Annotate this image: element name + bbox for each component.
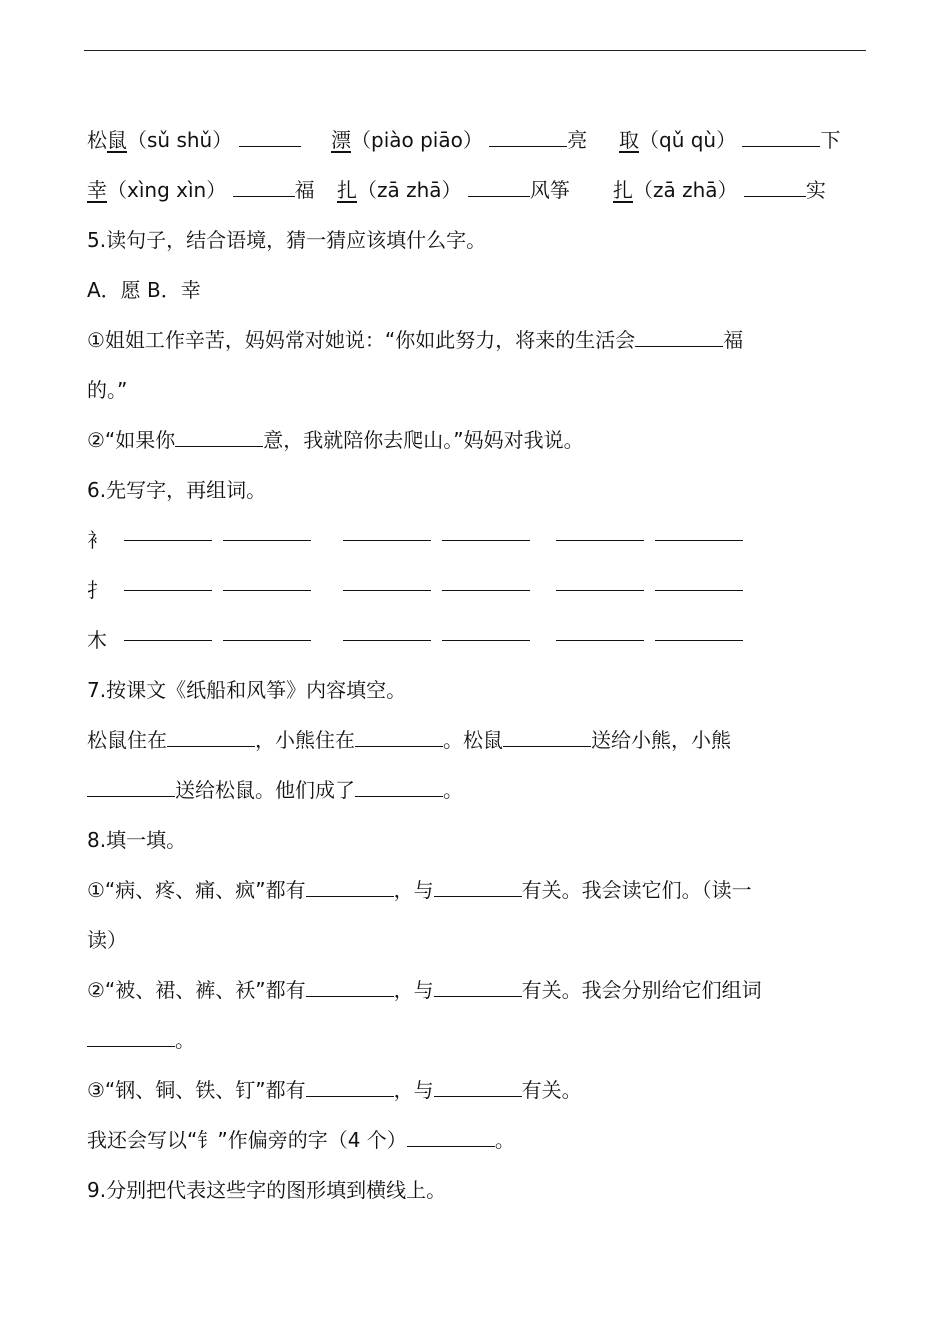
radical: 木 xyxy=(87,628,107,652)
word-suffix: 风筝 xyxy=(529,178,570,202)
header-rule xyxy=(84,50,866,51)
word-suffix: 实 xyxy=(805,178,826,202)
pinyin-options: （zā zhā） xyxy=(357,178,462,202)
q4-row-1-item-2 xyxy=(331,126,587,154)
answer-blank[interactable] xyxy=(442,540,530,541)
answer-blank[interactable] xyxy=(468,176,530,197)
sentence-text: 意，我就陪你去爬山。”妈妈对我说。 xyxy=(263,428,584,452)
sentence-text: 。 xyxy=(175,1028,195,1052)
word-suffix: 福 xyxy=(294,178,315,202)
underlined-char: 扎 xyxy=(613,178,633,202)
answer-blank[interactable] xyxy=(442,640,530,641)
q8-sentence-1-cont: 读） xyxy=(87,928,127,952)
answer-blank[interactable] xyxy=(239,126,301,147)
q6-row-3 xyxy=(87,626,787,654)
underlined-char: 幸 xyxy=(87,178,107,202)
q5-sentence-1 xyxy=(87,326,743,354)
answer-blank[interactable] xyxy=(223,640,311,641)
answer-blank[interactable] xyxy=(306,876,394,897)
answer-blank[interactable] xyxy=(407,1126,495,1147)
answer-blank[interactable] xyxy=(124,590,212,591)
sentence-text: ，与 xyxy=(393,978,434,1002)
answer-blank[interactable] xyxy=(124,640,212,641)
sentence-text: 有关。我会读它们。（读一 xyxy=(521,878,752,902)
q6-row-2 xyxy=(87,576,787,604)
answer-blank[interactable] xyxy=(442,590,530,591)
q5-title: 5.读句子，结合语境，猜一猜应该填什么字。 xyxy=(87,228,487,252)
answer-blank[interactable] xyxy=(655,590,743,591)
answer-blank[interactable] xyxy=(489,126,567,147)
q4-row-1 xyxy=(87,126,301,154)
sentence-text: 。松鼠 xyxy=(443,728,503,752)
answer-blank[interactable] xyxy=(124,540,212,541)
sentence-text: ，小熊住在 xyxy=(255,728,355,752)
radical: 衤 xyxy=(87,528,107,552)
word-suffix: 下 xyxy=(820,128,841,152)
answer-blank[interactable] xyxy=(556,590,644,591)
word-suffix: 亮 xyxy=(567,128,588,152)
answer-blank[interactable] xyxy=(233,176,295,197)
q5-sentence-1-cont: 的。” xyxy=(87,378,128,402)
answer-blank[interactable] xyxy=(343,590,431,591)
sentence-text: ①姐姐工作辛苦，妈妈常对她说：“你如此努力，将来的生活会 xyxy=(87,328,636,352)
answer-blank[interactable] xyxy=(556,540,644,541)
sentence-text: 有关。 xyxy=(521,1078,582,1102)
answer-blank[interactable] xyxy=(655,640,743,641)
answer-blank[interactable] xyxy=(635,326,723,347)
answer-blank[interactable] xyxy=(87,776,175,797)
q8-sentence-2-cont xyxy=(87,1026,195,1054)
q4-row-2-item-2 xyxy=(337,176,570,204)
answer-blank[interactable] xyxy=(355,726,443,747)
sentence-text: 。 xyxy=(494,1128,515,1152)
sentence-text: ②“如果你 xyxy=(87,428,176,452)
sentence-text: ，与 xyxy=(393,878,434,902)
q8-sentence-2 xyxy=(87,976,762,1004)
answer-blank[interactable] xyxy=(434,976,522,997)
pinyin-options: （sǔ shǔ） xyxy=(127,128,233,152)
answer-blank[interactable] xyxy=(556,640,644,641)
sentence-text: 我还会写以“钅”作偏旁的字（4 个） xyxy=(87,1128,407,1152)
q7-line-1 xyxy=(87,726,731,754)
underlined-char: 扎 xyxy=(337,178,357,202)
pinyin-options: （xìng xìn） xyxy=(107,178,227,202)
answer-blank[interactable] xyxy=(223,540,311,541)
q4-row-1-item-3 xyxy=(619,126,840,154)
q8-sentence-1 xyxy=(87,876,752,904)
sentence-text: 福 xyxy=(723,328,744,352)
answer-blank[interactable] xyxy=(343,640,431,641)
q7-title: 7.按课文《纸船和风筝》内容填空。 xyxy=(87,678,407,702)
pinyin-options: （zā zhā） xyxy=(633,178,738,202)
char: 松 xyxy=(87,128,107,152)
answer-blank[interactable] xyxy=(87,1026,175,1047)
answer-blank[interactable] xyxy=(744,176,806,197)
answer-blank[interactable] xyxy=(223,590,311,591)
answer-blank[interactable] xyxy=(306,1076,394,1097)
q8-title: 8.填一填。 xyxy=(87,828,187,852)
q7-line-2 xyxy=(87,776,463,804)
answer-blank[interactable] xyxy=(306,976,394,997)
sentence-text: ，与 xyxy=(393,1078,434,1102)
answer-blank[interactable] xyxy=(742,126,820,147)
q8-sentence-3 xyxy=(87,1076,582,1104)
q4-row-2-item-3 xyxy=(613,176,826,204)
answer-blank[interactable] xyxy=(655,540,743,541)
q5-sentence-2 xyxy=(87,426,584,454)
underlined-char: 鼠 xyxy=(107,128,127,152)
underlined-char: 漂 xyxy=(331,128,351,152)
sentence-text: ③“钢、铜、铁、钉”都有 xyxy=(87,1078,306,1102)
answer-blank[interactable] xyxy=(434,1076,522,1097)
q6-title: 6.先写字，再组词。 xyxy=(87,478,267,502)
answer-blank[interactable] xyxy=(343,540,431,541)
answer-blank[interactable] xyxy=(167,726,255,747)
pinyin-options: （piào piāo） xyxy=(351,128,483,152)
answer-blank[interactable] xyxy=(434,876,522,897)
answer-blank[interactable] xyxy=(355,776,443,797)
q6-row-1 xyxy=(87,526,787,554)
q5-options: A．愿 B．幸 xyxy=(87,278,201,302)
pinyin-options: （qǔ qù） xyxy=(639,128,737,152)
q9-title: 9.分别把代表这些字的图形填到横线上。 xyxy=(87,1178,447,1202)
radical: 扌 xyxy=(87,578,107,602)
sentence-text: 送给小熊，小熊 xyxy=(591,728,731,752)
sentence-text: ①“病、疼、痛、疯”都有 xyxy=(87,878,306,902)
answer-blank[interactable] xyxy=(503,726,591,747)
q8-sentence-4 xyxy=(87,1126,515,1154)
underlined-char: 取 xyxy=(619,128,639,152)
sentence-text: 有关。我会分别给它们组词 xyxy=(521,978,762,1002)
answer-blank[interactable] xyxy=(175,426,263,447)
sentence-text: 送给松鼠。他们成了 xyxy=(175,778,355,802)
sentence-text: 。 xyxy=(443,778,463,802)
sentence-text: 松鼠住在 xyxy=(87,728,167,752)
sentence-text: ②“被、裙、裤、袄”都有 xyxy=(87,978,306,1002)
q4-row-2 xyxy=(87,176,315,204)
